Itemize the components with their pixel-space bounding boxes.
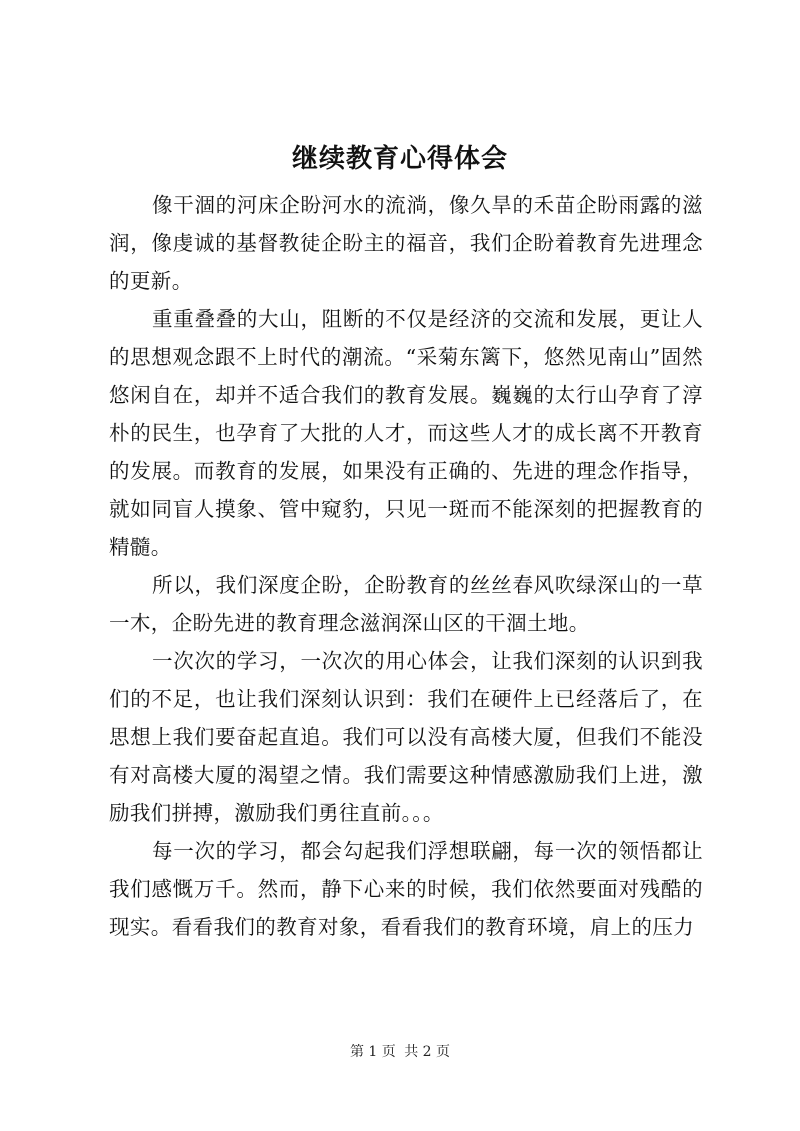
paragraph-1: 像干涸的河床企盼河水的流淌，像久旱的禾苗企盼雨露的滋润，像虔诚的基督教徒企盼主的福音，我们企盼着教育先进理念的更新。 [109,193,703,293]
document-title: 继续教育心得体会 [291,144,508,174]
page-number: 第 1 页 [349,1044,396,1060]
page-total: 共 2 页 [404,1044,451,1060]
paragraph-4: 一次次的学习，一次次的用心体会，让我们深刻的认识到我们的不足，也让我们深刻认识到：我们在硬件上已经落后了，在思想上我们要奋起直追。我们可以没有高楼大厦，但我们不能没有对高楼大厦的渴望之情。我们需要这种情感激励我们上进，激励我们拼搏，激励我们勇往直前。。。 [109,649,703,825]
paragraph-2: 重重叠叠的大山，阻断的不仅是经济的交流和发展，更让人的思想观念跟不上时代的潮流。“采菊东篱下，悠然见南山”固然悠闲自在，却并不适合我们的教育发展。巍巍的太行山孕育了淳朴的民生，也孕育了大批的人才，而这些人才的成长离不开教育的发展。而教育的发展，如果没有正确的、先进的理念作指导，就如同盲人摸象、管中窥豹，只见一斑而不能深刻的把握教育的精髓。 [109,307,703,559]
document-body [109,186,703,946]
page-footer [0,1042,800,1062]
paragraph-5: 每一次的学习，都会勾起我们浮想联翩，每一次的领悟都让我们感慨万千。然而，静下心来的时候，我们依然要面对残酷的现实。看看我们的教育对象，看看我们的教育环境，肩上的压力 [109,839,703,939]
paragraph-3: 所以，我们深度企盼，企盼教育的丝丝春风吹绿深山的一草一木，企盼先进的教育理念滋润深山区的干涸土地。 [109,573,703,635]
